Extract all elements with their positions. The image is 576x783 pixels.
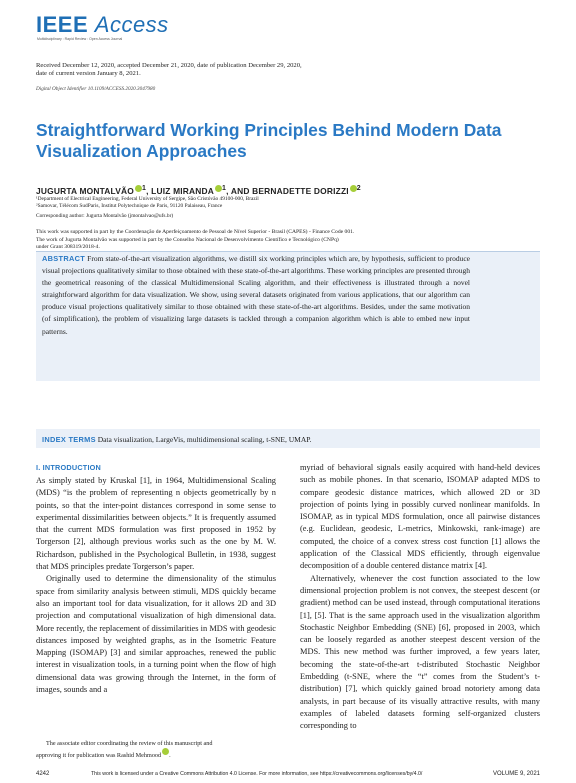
page-number: 4242 xyxy=(36,771,50,777)
orcid-icon[interactable] xyxy=(135,185,142,192)
abstract-label: ABSTRACT xyxy=(42,254,86,263)
index-terms xyxy=(42,435,462,444)
orcid-icon[interactable] xyxy=(162,748,169,755)
footnote: The associate editor coordinating the review of this manuscript and approving it for publication was Rashid Mehmood . xyxy=(36,740,213,759)
license-note[interactable]: This work is licensed under a Creative Commons Attribution 4.0 License. For more information, see https://creativecommons.org/licenses/by/4.0/ xyxy=(91,771,423,777)
body-column-left: As simply stated by Kruskal [1], in 1964, Multidimensional Scaling (MDS) “is the problem of representing n objects geometrically by n points, so that the inter-point distances correspond in some sense to experimental dissimilarities between objects.” It is frequently assumed that the current MDS formulation was first proposed in 1952 by Torgerson [2], although previous works such as the one by M. W. Richardson, published in the Psychological Bulletin, in 1938, suggest that MDS principles predate Torgerson’s paper. Originally used to determine the dimensionality of the stimulus space from similarity analysis between stimuli, MDS quickly became also an important tool for data visualization, for it allows 2D and 3D projection and computational visualization of high dimensional data. More recently, the replacement of dissimilarities in MDS with geodesic distances imposed by weighted graphs, as in the Isometric Feature Mapping (ISOMAP) [3] and similar approaches, renewed the public interest in visualization tools, in a turning point when the flow of high dimensional data was growing through the Internet, in the form of images, sounds and a xyxy=(36,476,276,695)
body-column-right: myriad of behavioral signals easily acquired with hand-held devices such as mobile phones. In that scenario, ISOMAP adapted MDS to compare geodesic distance matrices, which allowed 2D or 3D projection of points lying in possibly curved nonlinear manifolds. In ISOMAP, as in typical MDS formulation, once all pairwise distances (e.g. Euclidean, geodesic, L-metrics, Minkowski, rank-image) are computed, the choice of a convex stress cost function [1] allows the application of the Classical MDS efficiently, through eigenvalue decomposition of a double centered distance matrix [4]. Alternatively, whenever the cost function associated to the low dimensional projection problem is not convex, the steepest descent (or gradient) method can be used instead, through computational iterations [1], [5]. That is the same approach used in the visualization algorithm Stochastic Neighbor Embedding (SNE) [6], proposed in 2003, which can be loosely regarded as another steepest descent version of the MDS. This new method was further improved, a few years later, becoming the state-of-the-art t-distributed Stochastic Neighbor Embedding (t-SNE, where the “t” comes from the Student’s t-distribution) [7], which quickly gained broad notoriety among data analysts, in part because of its visually attractive results, with many examples of labeled datasets forming self-organized clusters corresponding to xyxy=(300,463,540,731)
affiliations: ¹Department of Electrical Engineering, Federal University of Sergipe, São Cristóvão 49100-000, Brazil ²Samovar, Télécom SudParis, Institut Polytechnique de Paris, 91120 Palaiseau, France xyxy=(36,196,259,209)
journal-tagline: Multidisciplinary : Rapid Review : Open Access Journal xyxy=(37,37,123,41)
corresponding-author: Corresponding author: Jugurta Montalvão (jmontalvao@ufs.br) xyxy=(36,213,174,219)
funding-note: This work was supported in part by the Coordenação de Aperfeiçoamento de Pessoal de Nível Superior - Brasil (CAPES) - Finance Code 001. The work of Jugurta Montalvão was supported in part by the Conselho Nacional de Desenvolvimento Científico e Tecnológico (CNPq) under Grant 308319/2018-4. xyxy=(36,229,355,250)
orcid-icon[interactable] xyxy=(215,185,222,192)
index-terms-label: INDEX TERMS xyxy=(42,435,96,444)
doi[interactable]: Digital Object Identifier 10.1109/ACCESS.2020.3047980 xyxy=(36,86,156,92)
orcid-icon[interactable] xyxy=(350,185,357,192)
author-list: JUGURTA MONTALVÃO $^1$, LUIZ MIRANDA $^1$, AND BERNADETTE DORIZZI $^2$ xyxy=(36,185,361,196)
volume-label: VOLUME 9, 2021 xyxy=(492,771,540,777)
abstract xyxy=(42,253,470,338)
publication-dates: Received December 12, 2020, accepted December 21, 2020, date of publication December 29, 2020, date of current version January 8, 2021. xyxy=(36,62,302,77)
index-terms-text: Data visualization, LargeVis, multidimensional scaling, t-SNE, UMAP. xyxy=(97,435,312,444)
abstract-text: From state-of-the-art visualization algorithms, we distill six working principles which are, by hypothesis, sufficient to produce visual projections qualitatively similar to those obtained with these state-of-the-art algorithms. These working principles are presented through the geometrical reasoning of the classical Multidimensional Scaling algorithm, and their effectiveness is illustrated through a novel straightforward algorithm for data visualization. We show, using several datasets originated from various applications, that our algorithm can produce visual projections qualitatively similar to those obtained with these state-of-the-art algorithms. Besides, under the same motivation (of simplification), the problem of visualizing large datasets is tackled through a companion algorithm which is able to embed new input patterns. xyxy=(42,254,470,336)
journal-logo: IEEE Access xyxy=(36,12,169,37)
paper-title: Straightforward Working Principles Behind Modern Data Visualization Approaches xyxy=(36,120,502,161)
section-heading: I. INTRODUCTION xyxy=(36,463,102,472)
